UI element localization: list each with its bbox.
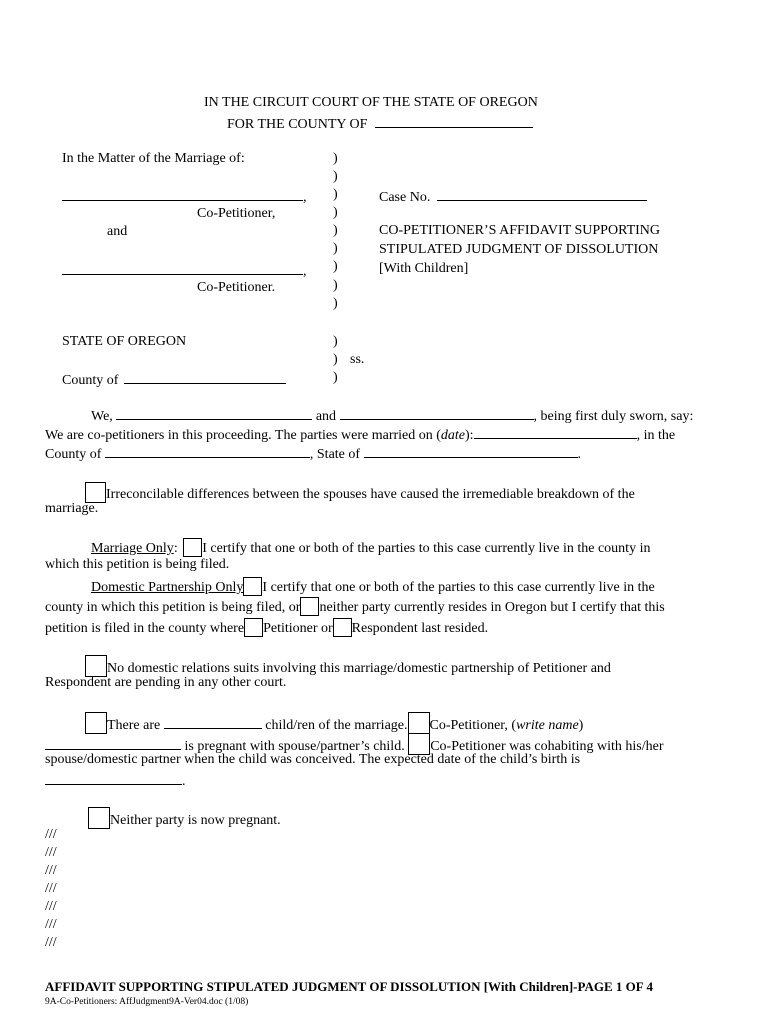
marriage-county-blank[interactable] <box>105 444 310 458</box>
case-no-label: Case No. <box>379 190 431 205</box>
marriage-only-line-2: which this petition is being filed. <box>45 557 230 572</box>
sworn-text: , being first duly sworn, say: <box>533 409 694 424</box>
colon: : <box>173 541 178 556</box>
irreconcilable-line-1 <box>85 482 635 503</box>
write-name-label: write name <box>516 718 579 733</box>
oath-line-1 <box>91 406 693 425</box>
in-the-text: , in the <box>636 428 676 443</box>
county-heading-label: FOR THE COUNTY OF <box>227 117 368 132</box>
petitioner-resided-checkbox[interactable] <box>244 618 263 637</box>
slash-mark: /// <box>45 845 57 860</box>
county-blank[interactable] <box>375 114 533 128</box>
children-checkbox[interactable] <box>85 712 107 734</box>
irreconcilable-checkbox[interactable] <box>85 482 106 503</box>
co-petitioner-2-label: Co-Petitioner. <box>197 280 276 295</box>
caption-paren-2: ) <box>333 169 338 184</box>
married-text-end: ): <box>465 428 474 443</box>
children-line-1 <box>85 712 583 734</box>
we-label: We, <box>91 409 113 424</box>
married-text: We are co-petitioners in this proceeding. The parties were married on ( <box>45 428 441 443</box>
children-line-3: spouse/domestic partner when the child was conceived. The expected date of the child’s birth is <box>45 752 581 767</box>
affiant-2-blank[interactable] <box>340 406 534 420</box>
document-title-line-2: STIPULATED JUDGMENT OF DISSOLUTION <box>379 242 659 257</box>
co-petitioner-2-blank[interactable] <box>62 261 303 275</box>
venue-county <box>62 370 286 389</box>
slash-mark: /// <box>45 863 57 878</box>
venue-paren-1: ) <box>333 334 338 349</box>
case-number <box>379 187 647 206</box>
court-title: IN THE CIRCUIT COURT OF THE STATE OF OREGON <box>204 95 538 110</box>
children-line-4 <box>45 771 186 790</box>
dp-only-label: Domestic Partnership Only <box>91 580 244 595</box>
matter-label: In the Matter of the Marriage of: <box>62 151 245 166</box>
document-title-line-1: CO-PETITIONER’S AFFIDAVIT SUPPORTING <box>379 223 661 238</box>
dp-only-checkbox[interactable] <box>243 577 262 596</box>
period: . <box>577 447 582 462</box>
venue-state: STATE OF OREGON <box>62 334 187 349</box>
dp-only-line-2 <box>45 597 665 616</box>
dp-neither-resides-checkbox[interactable] <box>300 597 319 616</box>
venue-paren-2: ) <box>333 352 338 367</box>
there-are-text: There are <box>107 718 161 733</box>
co-petitioner-1-name-field[interactable] <box>62 187 307 206</box>
no-suits-text: No domestic relations suits involving this marriage/domestic partnership of Petitioner and <box>107 661 611 676</box>
caption-paren-6: ) <box>333 241 338 256</box>
document-title-line-3: [With Children] <box>379 261 469 276</box>
caption-paren-3: ) <box>333 187 338 202</box>
caption-paren-4: ) <box>333 205 338 220</box>
marriage-only-text: I certify that one or both of the parties to this case currently live in the county in <box>202 541 651 556</box>
children-count-blank[interactable] <box>164 715 262 729</box>
respondent-last-text: Respondent last resided. <box>351 621 489 636</box>
slash-mark: /// <box>45 899 57 914</box>
neither-pregnant-checkbox[interactable] <box>88 807 110 829</box>
marriage-date-blank[interactable] <box>474 425 637 439</box>
slash-mark: /// <box>45 827 57 842</box>
oath-line-3 <box>45 444 581 463</box>
co-petitioner-2-name-field[interactable] <box>62 261 307 280</box>
comma: , <box>303 190 307 205</box>
marriage-only-checkbox[interactable] <box>183 538 202 557</box>
co-petitioner-1-label: Co-Petitioner, <box>197 206 276 221</box>
county-label: County of <box>45 447 102 462</box>
venue-county-label: County of <box>62 373 119 388</box>
neither-pregnant-line <box>88 807 281 829</box>
dp-text-2a: county in which this petition is being filed, or <box>45 600 301 615</box>
marriage-only-line-1 <box>91 538 650 557</box>
caption-paren-7: ) <box>333 259 338 274</box>
marriage-only-label: Marriage Only <box>91 541 174 556</box>
co-petitioner-1-blank[interactable] <box>62 187 303 201</box>
no-suits-checkbox[interactable] <box>85 655 107 677</box>
caption-paren-5: ) <box>333 223 338 238</box>
ss-label: ss. <box>350 352 365 367</box>
close-paren: ) <box>578 718 584 733</box>
caption-paren-8: ) <box>333 278 338 293</box>
cohabiting-text: Co-Petitioner was cohabiting with his/her <box>430 739 664 754</box>
respondent-resided-checkbox[interactable] <box>333 618 352 637</box>
co-petitioner-pregnant-checkbox[interactable] <box>408 712 430 734</box>
venue-paren-3: ) <box>333 370 338 385</box>
date-label: date <box>440 428 466 443</box>
footer-title: AFFIDAVIT SUPPORTING STIPULATED JUDGMENT OF DISSOLUTION [With Children]-PAGE 1 OF 4 <box>45 979 653 994</box>
venue-county-blank[interactable] <box>124 370 286 384</box>
dp-only-line-3 <box>45 618 488 637</box>
caption-paren-1: ) <box>333 151 338 166</box>
caption-paren-9: ) <box>333 296 338 311</box>
affiant-1-blank[interactable] <box>116 406 312 420</box>
irreconcilable-text: Irreconcilable differences between the spouses have caused the irremediable breakdown of the <box>106 487 635 502</box>
oath-line-2 <box>45 425 675 444</box>
marriage-state-blank[interactable] <box>364 444 578 458</box>
irreconcilable-line-2: marriage. <box>45 501 99 516</box>
co-pet-name-text: Co-Petitioner, ( <box>429 718 517 733</box>
and-label: and <box>315 409 337 424</box>
comma: , <box>303 264 307 279</box>
no-suits-line-1 <box>85 655 611 677</box>
county-heading <box>227 114 533 133</box>
slash-mark: /// <box>45 935 57 950</box>
pregnant-text: is pregnant with spouse/partner’s child. <box>184 739 405 754</box>
and-label: and <box>107 224 128 239</box>
footer-file: 9A-Co-Petitioners: AffJudgment9A-Ver04.doc (1/08) <box>45 997 249 1007</box>
dp-only-text: I certify that one or both of the parties to this case currently live in the <box>262 580 655 595</box>
pregnant-name-blank[interactable] <box>45 736 181 750</box>
state-label: , State of <box>309 447 361 462</box>
slash-mark: /// <box>45 917 57 932</box>
petitioner-or-text: Petitioner or <box>263 621 333 636</box>
case-no-blank[interactable] <box>437 187 647 201</box>
dp-text-3a: petition is filed in the county where <box>45 621 245 636</box>
birth-date-blank[interactable] <box>45 771 182 785</box>
dp-only-line-1 <box>91 577 655 596</box>
children-text: child/ren of the marriage. <box>265 718 408 733</box>
no-suits-line-2: Respondent are pending in any other court. <box>45 675 287 690</box>
dp-text-2b: neither party currently resides in Oregon but I certify that this <box>319 600 665 615</box>
period: . <box>182 774 186 789</box>
neither-pregnant-text: Neither party is now pregnant. <box>110 813 281 828</box>
slash-mark: /// <box>45 881 57 896</box>
